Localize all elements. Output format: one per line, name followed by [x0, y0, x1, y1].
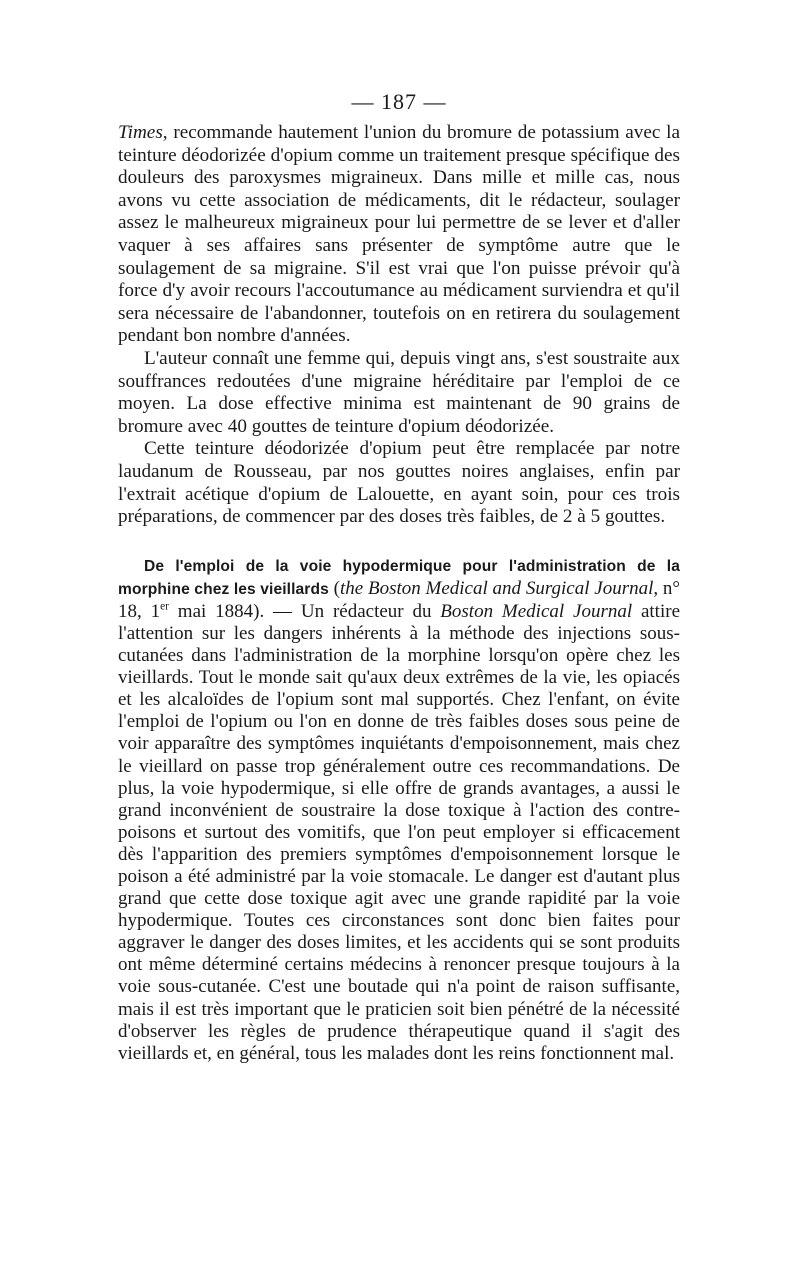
source-open: (	[328, 577, 340, 599]
paragraph-author-case: L'auteur connaît une femme qui, depuis vingt ans, s'est soustraite aux souffrances redoutées d'une migraine héréditaire par l'emploi de ce moyen. La dose effective minima est maintenant de 90 grains de bromure avec 40 gouttes de teinture d'opium déodorizée.	[118, 347, 680, 437]
paragraph-laudanum: Cette teinture déodorizée d'opium peut être remplacée par notre laudanum de Rousseau, par nos gouttes noires anglaises, enfin par l'extrait acétique d'opium de Lalouette, en ayant soin, pour ces trois préparations, de commencer par des doses très faibles, de 2 à 5 gouttes.	[118, 438, 680, 528]
article-body: attire l'attention sur les dangers inhérents à la méthode des injections sous-cutanées dans l'administration de la morphine lorsqu'on opère chez les vieillards. Tout le monde sait qu'aux deux extrêmes de la vie, les opiacés et les alcaloïdes de l'opium sont mal supportés. Chez l'enfant, on évite l'emploi de l'opium ou l'on en donne de très faibles doses sous peine de voir apparaître des symptômes inquiétants d'empoisonnement, mais chez le vieillard on passe trop généralement outre ces recommandations. De plus, la voie hypodermique, si elle offre de grands avantages, a aussi le grand inconvénient de soustraire la dose toxique à l'action des contre-poisons et surtout des vomitifs, que l'on peut employer si efficacement dès l'apparition des premiers symptômes d'empoisonnement lorsque le poison a été administré par la voie stomacale. Le danger est d'autant plus grand que cette dose toxique agit avec une grande rapidité par la voie hypodermique. Toutes ces circonstances sont donc bien faites pour aggraver le danger des doses limites, et les accidents qui se sont produits ont même déterminé certains médecins à renoncer presque toujours à la voie sous-cutanée. C'est une boutade qui n'a point de raison suffisante, mais il est très important que le praticien soit bien pénétré de la nécessité d'observer les règles de prudence thérapeutique quand il s'agit des vieillards et, en général, tous les malades dont les reins fonctionnent mal.	[118, 600, 680, 1064]
source-journal: the Boston Medical and Surgical Journal	[339, 577, 654, 599]
book-page	[118, 88, 680, 1065]
journal-name: Boston Medical Journal	[440, 600, 633, 622]
journal-title-times: Times	[118, 122, 163, 143]
source-ordinal: er	[160, 600, 169, 613]
source-date: mai 1884). — Un rédacteur du	[168, 600, 441, 622]
source-number: , n° 18, 1	[118, 577, 681, 622]
article-hypodermic-morphine	[118, 555, 680, 1065]
paragraph-times	[118, 122, 680, 348]
article-heading: De l'emploi de la voie hypodermique pour l'administration de la morphine chez les vieillards	[118, 557, 680, 598]
page-number: — 187 —	[351, 89, 447, 114]
paragraph-times-text: , recommande hautement l'union du bromure de potassium avec la teinture déodorizée d'opium comme un traitement presque spécifique des douleurs des paroxysmes migraineux. Dans mille et mille cas, nous avons vu cette association de médicaments, dit le rédacteur, soulager assez le malheureux migraineux pour lui permettre de se lever et d'aller vaquer à ses affaires sans présenter de symptôme autre que le soulagement de sa migraine. S'il est vrai que l'on puisse prévoir qu'à force d'y avoir recours l'accoutumance au médicament surviendra et qu'il sera nécessaire de l'abandonner, toutefois on en retirera du soulagement pendant bon nombre d'années.	[118, 122, 680, 347]
